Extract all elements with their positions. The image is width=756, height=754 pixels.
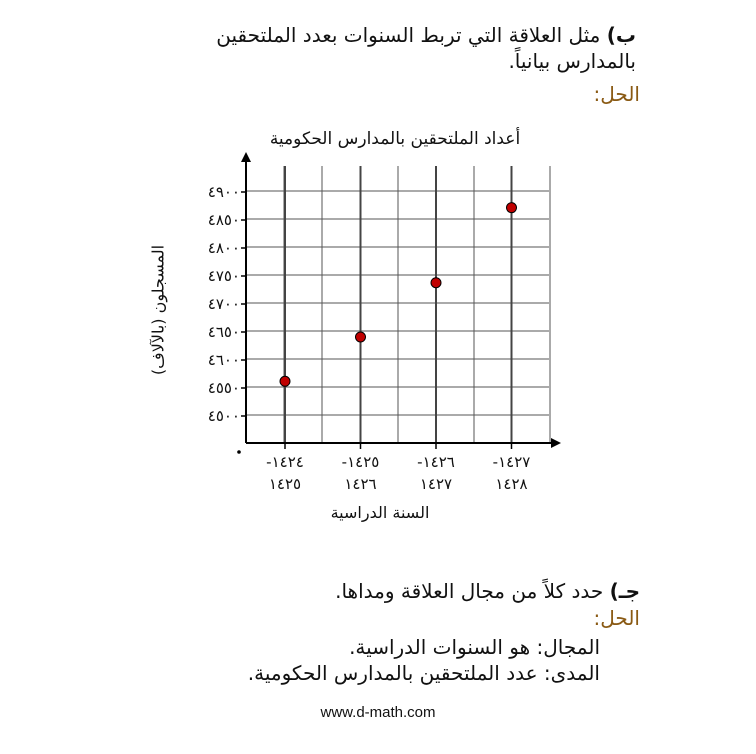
range-answer: المدى: عدد الملتحقين بالمدارس الحكومية. [247, 661, 600, 685]
y-tick-label: ٤٦٥٠ [207, 323, 240, 341]
x-tick-label: ١٤٢٥ [268, 475, 302, 493]
solution-label: الحل: [593, 82, 640, 106]
x-axis-arrow [551, 438, 561, 448]
question-c-label: جـ) [609, 579, 640, 603]
x-tick-label: ١٤٢٨ [495, 475, 528, 493]
y-tick-label: ٤٨٥٠ [207, 211, 240, 229]
domain-answer: المجال: هو السنوات الدراسية. [349, 635, 600, 659]
data-point [507, 203, 517, 213]
axis-break-dot [237, 450, 241, 454]
x-tick-label: ١٤٢٦ [344, 475, 377, 493]
y-tick-label: ٤٥٠٠ [207, 407, 240, 425]
x-tick-label: ١٤٢٧ [419, 475, 453, 493]
chart-title: أعداد الملتحقين بالمدارس الحكومية [269, 129, 521, 149]
x-tick-label: -١٤٢٤ [266, 453, 304, 471]
question-c-text: حدد كلاً من مجال العلاقة ومداها. [335, 579, 604, 603]
y-axis-arrow [241, 152, 251, 162]
website-url: www.d-math.com [320, 704, 436, 721]
y-tick-label: ٤٦٠٠ [207, 351, 240, 369]
data-point [431, 278, 441, 288]
y-tick-label: ٤٧٠٠ [207, 295, 240, 313]
x-axis-label: السنة الدراسية [330, 503, 430, 522]
answers [140, 634, 600, 686]
data-point [280, 376, 290, 386]
y-tick-label: ٤٨٠٠ [207, 239, 240, 257]
question-b-label: ب) [606, 23, 636, 47]
x-tick-label: -١٤٢٥ [341, 453, 380, 471]
y-axis-label: المسجلون (بالآلاف) [148, 244, 168, 376]
y-tick-label: ٤٩٠٠ [207, 183, 240, 201]
data-point [356, 332, 366, 342]
x-tick-label: -١٤٢٦ [417, 453, 455, 471]
question-b-text: مثل العلاقة التي تربط السنوات بعدد الملتحقين بالمدارس بيانياً. [216, 23, 636, 73]
solution-label-2: الحل: [593, 606, 640, 630]
question-c [140, 578, 640, 604]
y-tick-label: ٤٥٥٠ [207, 379, 240, 397]
x-tick-label: -١٤٢٧ [492, 453, 531, 471]
y-tick-label: ٤٧٥٠ [207, 267, 240, 285]
